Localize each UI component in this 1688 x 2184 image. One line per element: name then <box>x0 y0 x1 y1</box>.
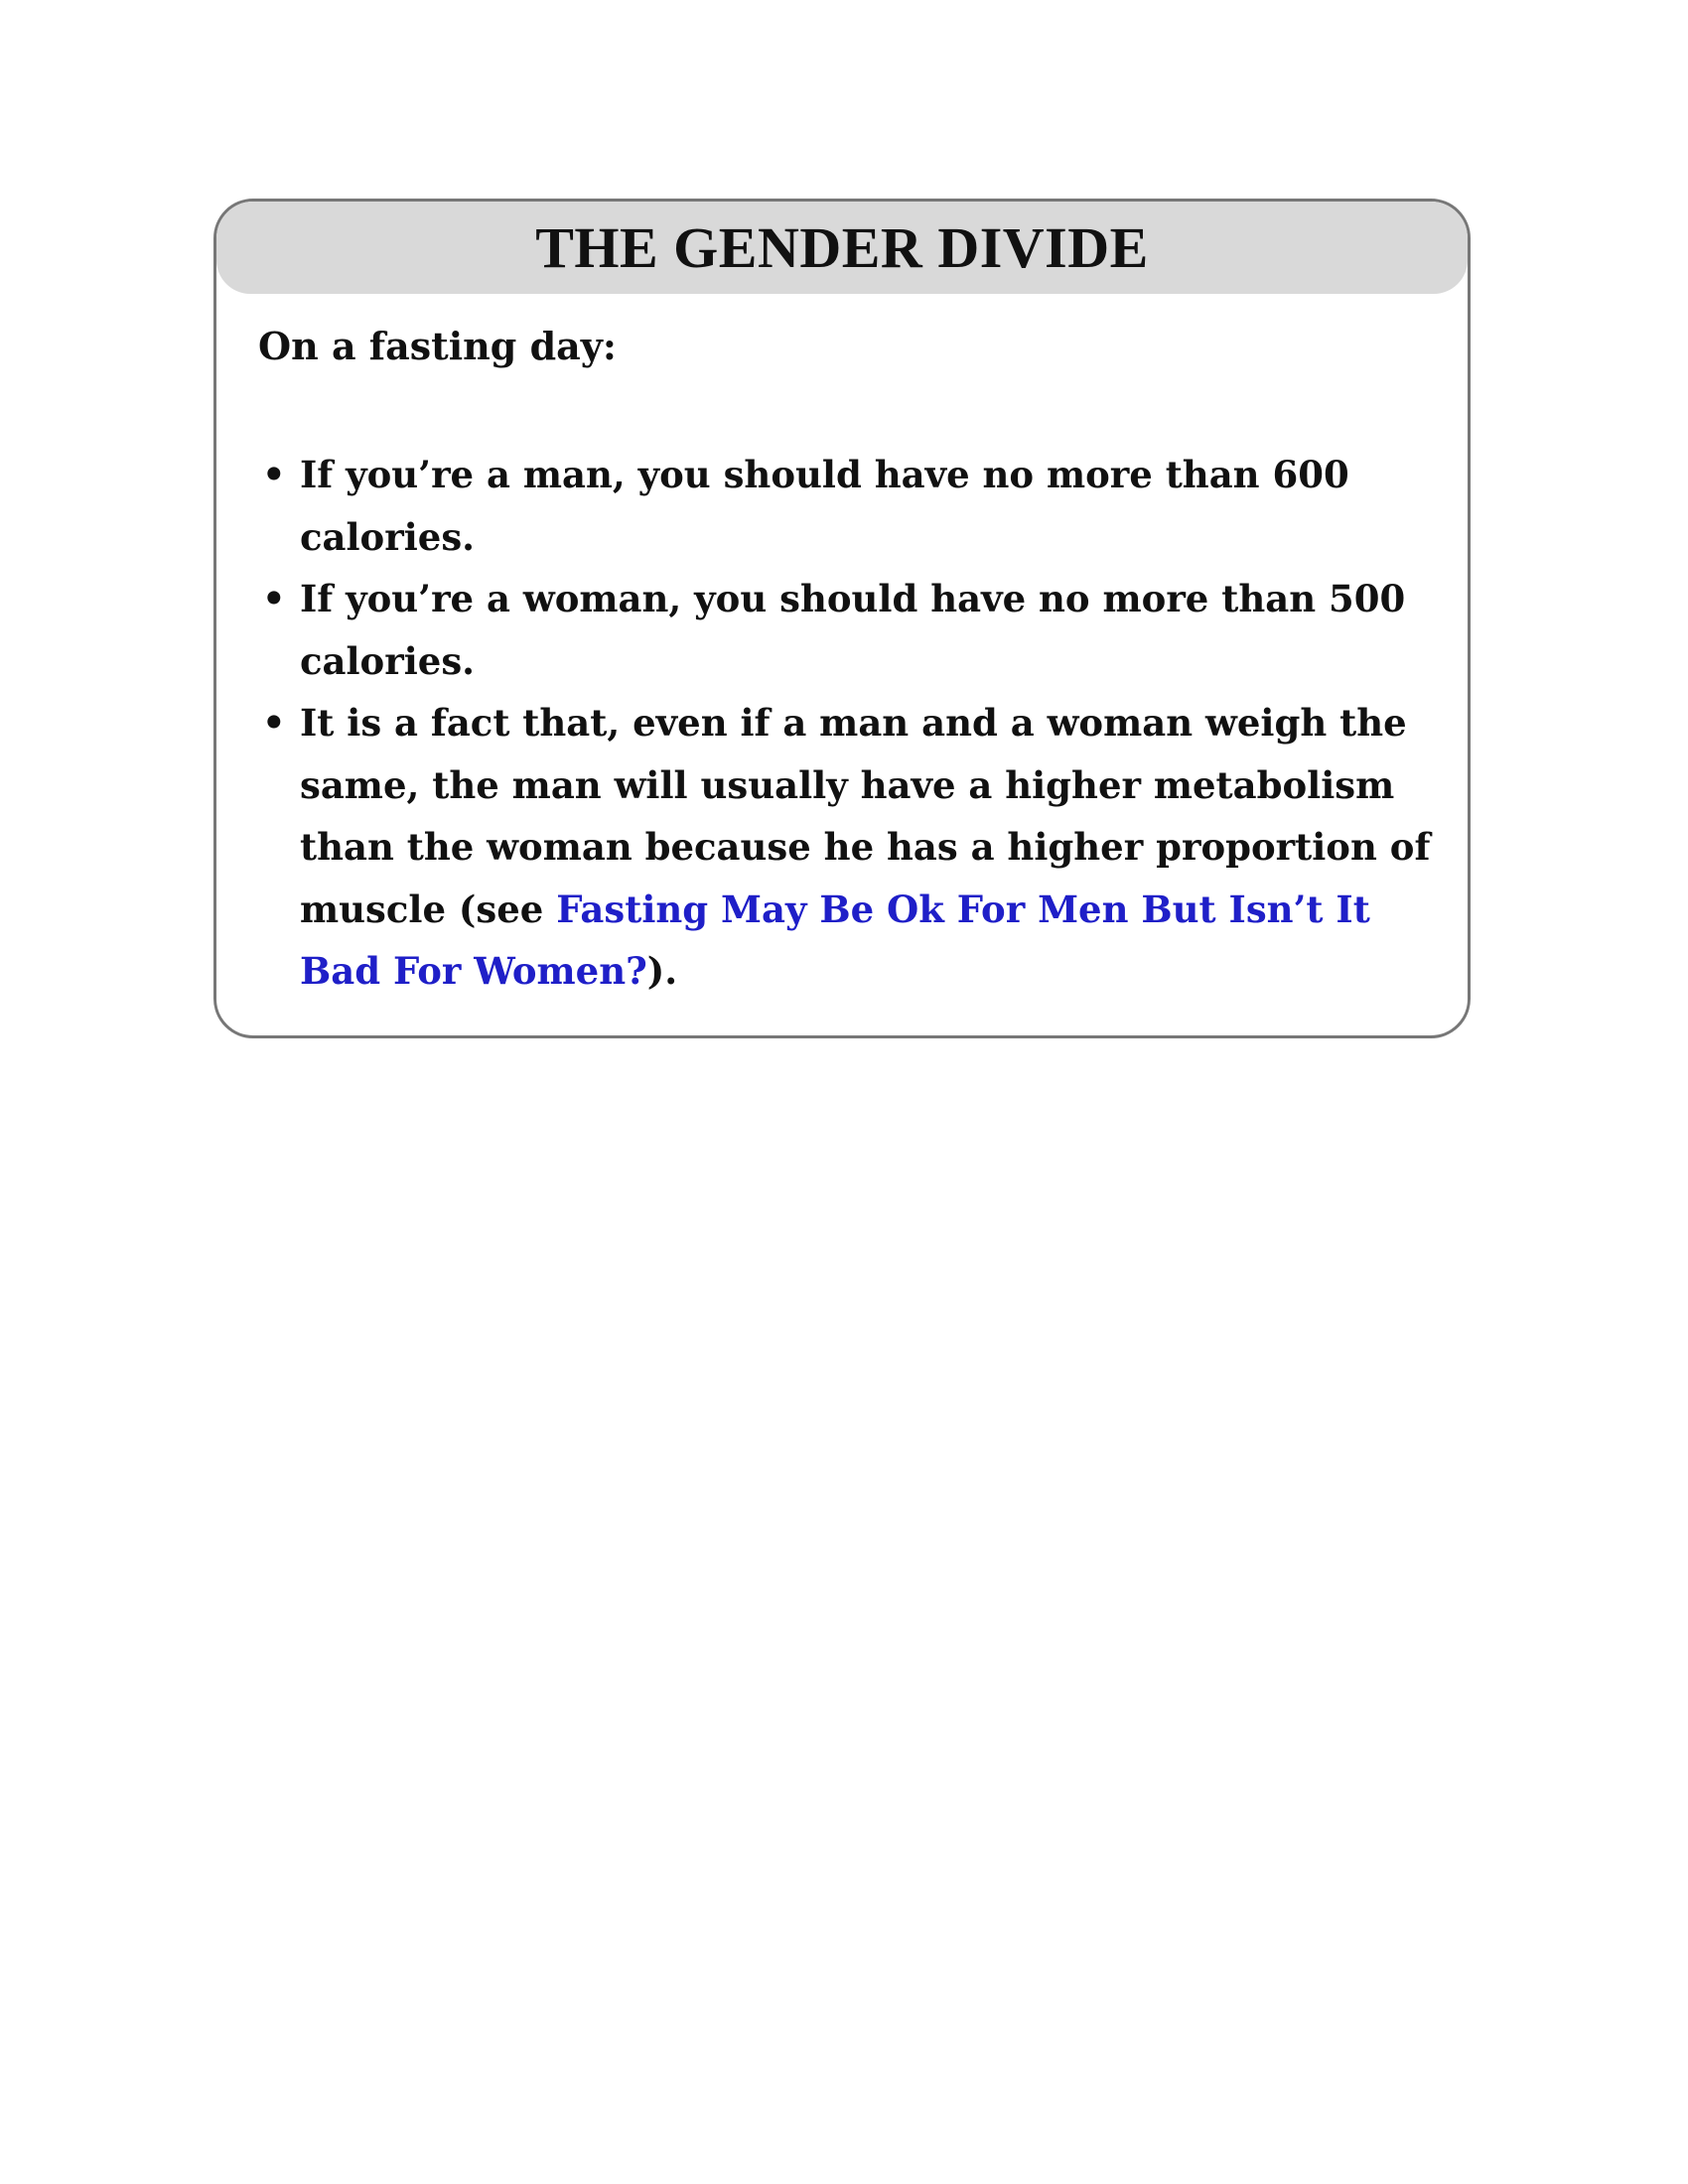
bullet-item-men <box>258 444 1440 568</box>
bullet-list <box>258 444 1440 1003</box>
bullet-item-metabolism <box>258 692 1440 1003</box>
bullet-text: If you’re a man, you should have no more than 600 calories. <box>300 453 1349 559</box>
intro-text: On a fasting day: <box>258 324 617 368</box>
bullet-text: If you’re a woman, you should have no more than 500 calories. <box>300 577 1406 683</box>
bullet-item-women <box>258 568 1440 692</box>
bullet-dot-icon: • <box>262 701 286 745</box>
box-header <box>216 202 1468 294</box>
bullet-text-end: ). <box>646 949 678 993</box>
gender-divide-box <box>213 199 1471 1038</box>
bullet-dot-icon: • <box>262 577 286 620</box>
box-title: THE GENDER DIVIDE <box>535 214 1149 280</box>
fasting-women-link[interactable]: Fasting May Be Ok For Men But Isn’t It Bad For Women? <box>300 887 1370 993</box>
bullet-dot-icon: • <box>262 453 286 496</box>
bullet-text: It is a fact that, even if a man and a woman weigh the same, the man will usually have a higher metabolism than the woman because he has a higher proportion of muscle (see <box>300 701 1431 931</box>
